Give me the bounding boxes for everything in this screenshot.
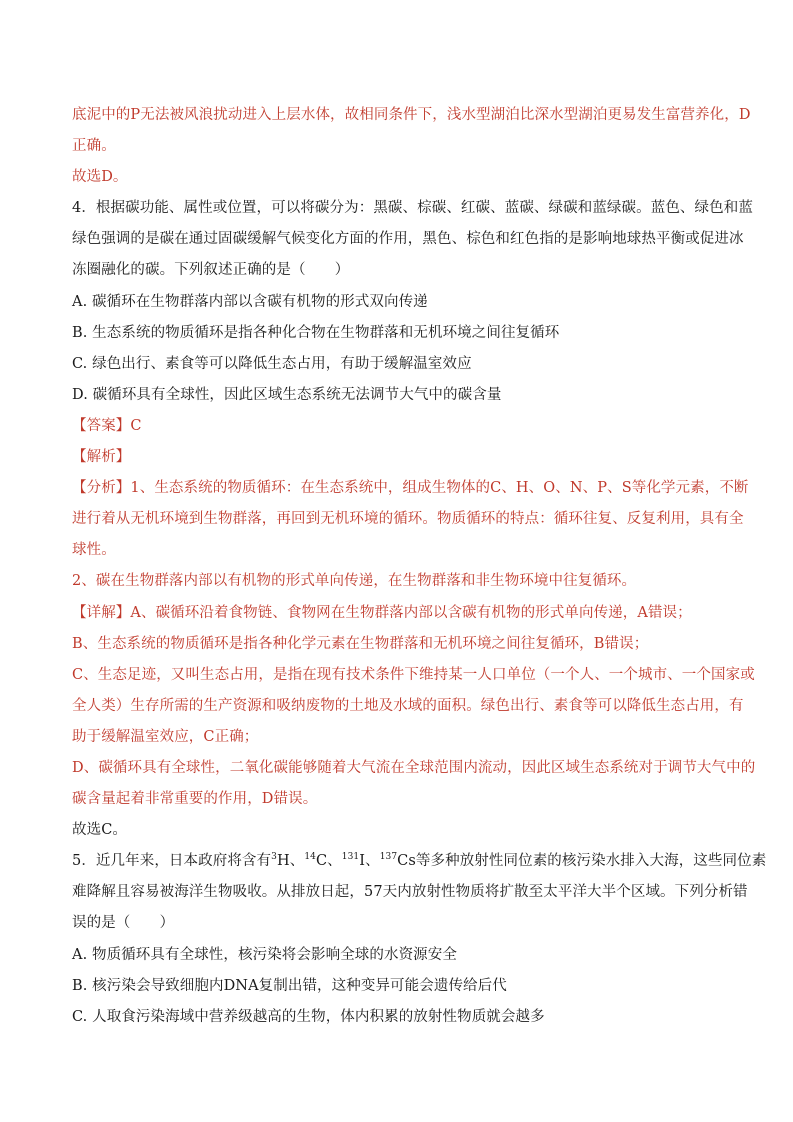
conclusion-line: 故选C。 [72, 822, 127, 839]
analysis-text: 球性。 [72, 542, 116, 559]
analysis-text: 进行着从无机环境到生物群落，再回到无机环境的循环。物质循环的特点：循环往复、反复利用，具有全 [72, 511, 744, 528]
detail-text: 助于缓解温室效应，C正确； [72, 728, 259, 745]
text-line: 底泥中的P无法被风浪扰动进入上层水体，故相同条件下，浅水型湖泊比深水型湖泊更易发生富营养化，D [72, 107, 751, 123]
question-4-option-a: A. 碳循环在生物群落内部以含碳有机物的形式双向传递 [72, 293, 428, 310]
analysis-text: 【分析】1、生态系统的物质循环：在生态系统中，组成生物体的C、H、O、N、P、S等化学元素，不断 [72, 480, 749, 497]
q5-text: H、 [276, 853, 305, 870]
question-4-stem: 冻圈融化的碳。下列叙述正确的是（ ） [72, 262, 350, 279]
superscript: 3 [271, 852, 277, 863]
analysis-heading: 【解析】 [72, 449, 131, 466]
question-4-option-c: C. 绿色出行、素食等可以降低生态占用，有助于缓解温室效应 [72, 355, 472, 372]
question-4-stem: 4．根据碳功能、属性或位置，可以将碳分为：黑碳、棕碳、红碳、蓝碳、绿碳和蓝绿碳。蓝色、绿色和蓝 [72, 200, 753, 217]
question-4-option-d: D. 碳循环具有全球性，因此区域生态系统无法调节大气中的碳含量 [72, 386, 502, 403]
text-line: 故选D。 [72, 169, 128, 186]
answer-line: 【答案】C [72, 417, 142, 434]
question-5-option-a: A. 物质循环具有全球性，核污染将会影响全球的水资源安全 [72, 946, 457, 963]
detail-text: B、生态系统的物质循环是指各种化学元素在生物群落和无机环境之间往复循环，B错误； [72, 635, 649, 652]
page-content [72, 100, 767, 1033]
question-5-stem [72, 846, 767, 877]
detail-text: D、碳循环具有全球性，二氧化碳能够随着大气流在全球范围内流动，因此区域生态系统对于调节大气中的 [72, 759, 756, 776]
question-4-stem: 绿色强调的是碳在通过固碳缓解气候变化方面的作用，黑色、棕色和红色指的是影响地球热平衡或促进冰 [72, 231, 744, 248]
q5-text: 5．近几年来，日本政府将含有 [72, 853, 272, 870]
question-4-option-b: B. 生态系统的物质循环是指各种化合物在生物群落和无机环境之间往复循环 [72, 324, 560, 341]
detail-text: 【详解】A、碳循环沿着食物链、食物网在生物群落内部以含碳有机物的形式单向传递，A错误； [72, 604, 692, 621]
superscript: 14 [304, 852, 316, 863]
question-5-option-b: B. 核污染会导致细胞内DNA复制出错，这种变异可能会遗传给后代 [72, 977, 507, 994]
q5-text: Cs等多种放射性同位素的核污染水排入大海，这些同位素 [397, 853, 767, 870]
superscript: 137 [379, 852, 398, 863]
superscript: 131 [341, 852, 360, 863]
detail-text: 全人类）生存所需的生产资源和吸纳废物的土地及水域的面积。绿色出行、素食等可以降低生态占用，有 [72, 697, 744, 714]
detail-text: 碳含量起着非常重要的作用，D错误。 [72, 791, 318, 808]
q5-text: C、 [315, 853, 342, 870]
question-5-stem: 难降解且容易被海洋生物吸收。从排放日起，57天内放射性物质将扩散至太平洋大半个区域。下列分析错 [72, 884, 748, 901]
question-5-stem: 误的是（ ） [72, 915, 175, 932]
q5-text: I、 [359, 853, 380, 870]
text-line: 正确。 [72, 138, 116, 155]
detail-text: C、生态足迹，又叫生态占用，是指在现有技术条件下维持某一人口单位（一个人、一个城市、一个国家或 [72, 666, 755, 683]
analysis-text: 2、碳在生物群落内部以有机物的形式单向传递，在生物群落和非生物环境中往复循环。 [72, 573, 637, 590]
question-5-option-c: C. 人取食污染海域中营养级越高的生物，体内积累的放射性物质就会越多 [72, 1008, 545, 1025]
